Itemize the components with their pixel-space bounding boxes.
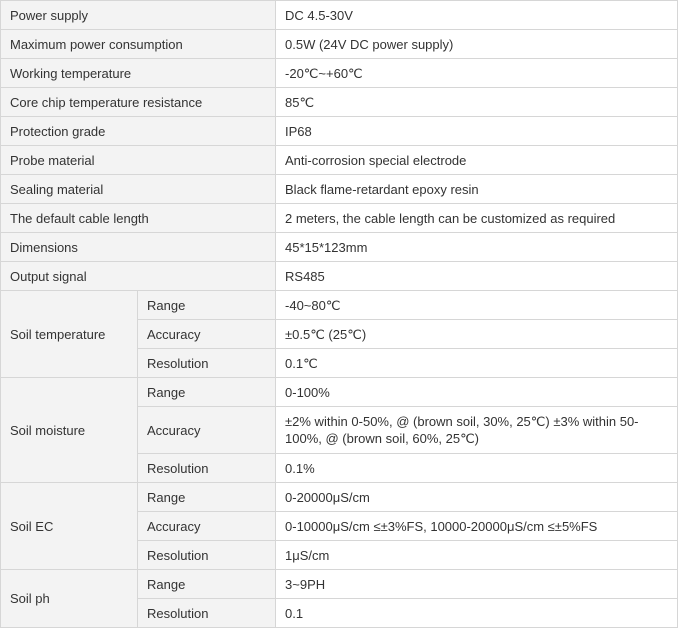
spec-value: IP68 xyxy=(276,117,678,146)
spec-value: 0.1 xyxy=(276,599,678,628)
param-label: Range xyxy=(138,570,276,599)
spec-value: 0.1℃ xyxy=(276,349,678,378)
table-row xyxy=(1,570,678,599)
spec-value: 0.5W (24V DC power supply) xyxy=(276,30,678,59)
param-label: Resolution xyxy=(138,454,276,483)
param-label: Accuracy xyxy=(138,320,276,349)
spec-value: Anti-corrosion special electrode xyxy=(276,146,678,175)
param-label: Range xyxy=(138,483,276,512)
spec-label: Output signal xyxy=(1,262,276,291)
spec-value: Black flame-retardant epoxy resin xyxy=(276,175,678,204)
group-label: Soil ph xyxy=(1,570,138,628)
spec-value: 0-10000μS/cm ≤±3%FS, 10000-20000μS/cm ≤±5%FS xyxy=(276,512,678,541)
spec-label: Core chip temperature resistance xyxy=(1,88,276,117)
param-label: Resolution xyxy=(138,349,276,378)
spec-label: Dimensions xyxy=(1,233,276,262)
spec-value: 0-100% xyxy=(276,378,678,407)
table-row xyxy=(1,175,678,204)
param-label: Resolution xyxy=(138,541,276,570)
table-row xyxy=(1,117,678,146)
spec-label: Sealing material xyxy=(1,175,276,204)
table-row xyxy=(1,291,678,320)
table-row xyxy=(1,378,678,407)
spec-value: -40~80℃ xyxy=(276,291,678,320)
spec-value: 1μS/cm xyxy=(276,541,678,570)
param-label: Resolution xyxy=(138,599,276,628)
spec-value: -20℃~+60℃ xyxy=(276,59,678,88)
spec-value: 0.1% xyxy=(276,454,678,483)
spec-label: Protection grade xyxy=(1,117,276,146)
param-label: Range xyxy=(138,291,276,320)
spec-value: 45*15*123mm xyxy=(276,233,678,262)
table-row xyxy=(1,233,678,262)
param-label: Accuracy xyxy=(138,512,276,541)
group-label: Soil EC xyxy=(1,483,138,570)
spec-value: 2 meters, the cable length can be customized as required xyxy=(276,204,678,233)
table-row xyxy=(1,146,678,175)
table-row xyxy=(1,1,678,30)
spec-value: 3~9PH xyxy=(276,570,678,599)
group-label: Soil temperature xyxy=(1,291,138,378)
spec-value: RS485 xyxy=(276,262,678,291)
spec-label: Maximum power consumption xyxy=(1,30,276,59)
spec-label: The default cable length xyxy=(1,204,276,233)
spec-value: ±0.5℃ (25℃) xyxy=(276,320,678,349)
table-row xyxy=(1,204,678,233)
table-row xyxy=(1,30,678,59)
spec-value: DC 4.5-30V xyxy=(276,1,678,30)
spec-label: Probe material xyxy=(1,146,276,175)
table-row xyxy=(1,88,678,117)
table-row xyxy=(1,59,678,88)
spec-label: Working temperature xyxy=(1,59,276,88)
param-label: Range xyxy=(138,378,276,407)
group-label: Soil moisture xyxy=(1,378,138,483)
table-row xyxy=(1,262,678,291)
table-row xyxy=(1,483,678,512)
spec-label: Power supply xyxy=(1,1,276,30)
spec-value: 0-20000μS/cm xyxy=(276,483,678,512)
spec-value: 85℃ xyxy=(276,88,678,117)
spec-value: ±2% within 0-50%, @ (brown soil, 30%, 25℃) ±3% within 50-100%, @ (brown soil, 60%, 25℃) xyxy=(276,407,678,454)
param-label: Accuracy xyxy=(138,407,276,454)
